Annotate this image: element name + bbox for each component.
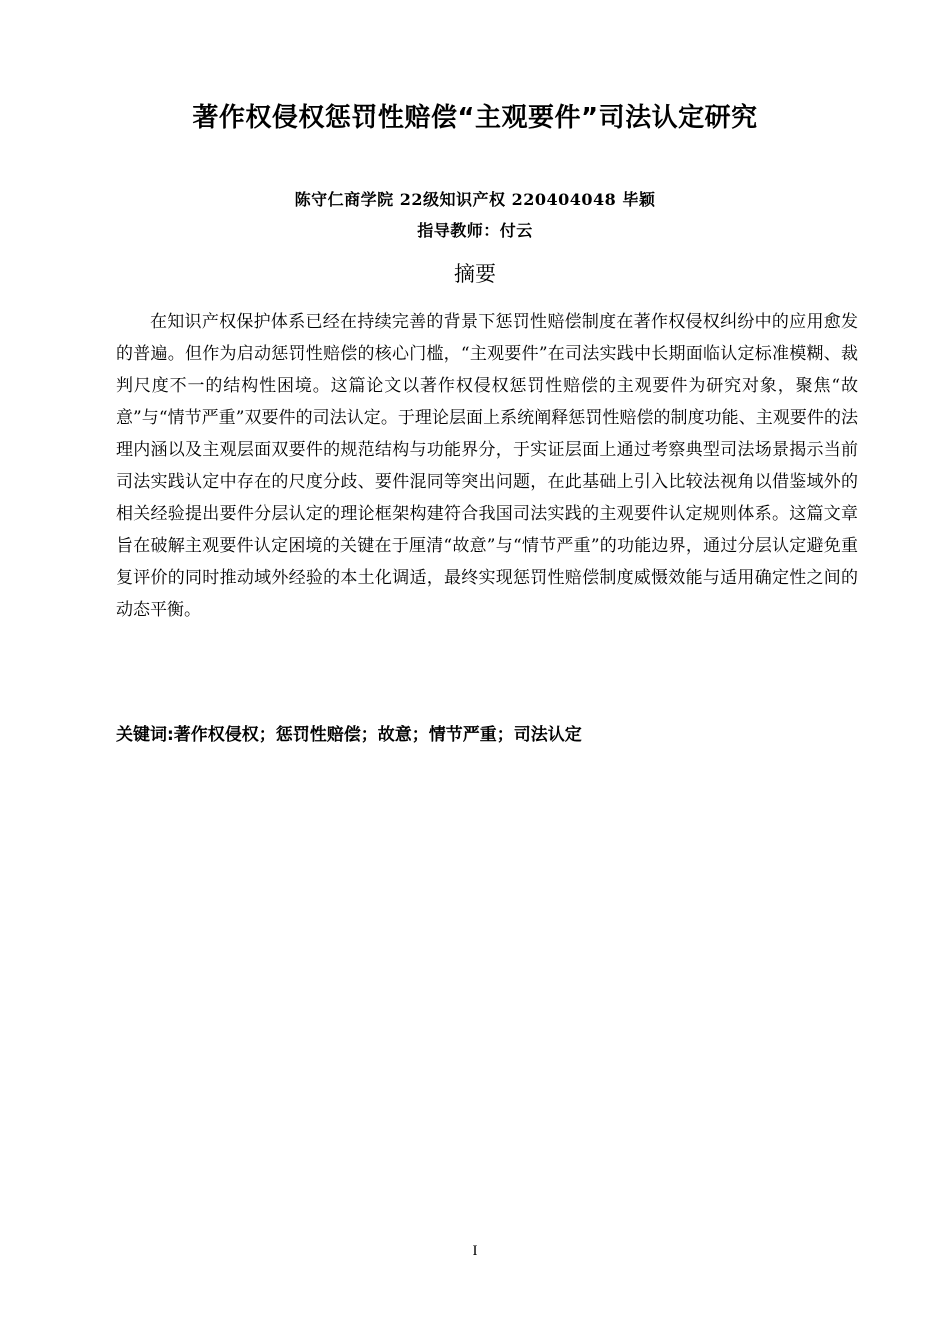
keywords-line: 关键词:著作权侵权；惩罚性赔偿；故意；情节严重；司法认定 [116,725,582,745]
page-number: I [472,1243,478,1259]
author-info: 陈守仁商学院 22级知识产权 220404048 毕颖 [294,190,656,209]
paper-title: 著作权侵权惩罚性赔偿“主观要件”司法认定研究 [192,103,758,133]
abstract-heading: 摘要 [454,262,496,286]
advisor-info: 指导教师：付云 [417,221,533,240]
abstract-paragraph: 在知识产权保护体系已经在持续完善的背景下惩罚性赔偿制度在著作权侵权纠纷中的应用愈发的普遍。但作为启动惩罚性赔偿的核心门槛，“主观要件”在司法实践中长期面临认定标准模糊、裁判尺度不一的结构性困境。这篇论文以著作权侵权惩罚性赔偿的主观要件为研究对象，聚焦“故意”与“情节严重”双要件的司法认定。于理论层面上系统阐释惩罚性赔偿的制度功能、主观要件的法理内涵以及主观层面双要件的规范结构与功能界分，于实证层面上通过考察典型司法场景揭示当前司法实践认定中存在的尺度分歧、要件混同等突出问题，在此基础上引入比较法视角以借鉴域外的相关经验提出要件分层认定的理论框架构建符合我国司法实践的主观要件认定规则体系。这篇文章旨在破解主观要件认定困境的关键在于厘清“故意”与“情节严重”的功能边界，通过分层认定避免重复评价的同时推动域外经验的本土化调适，最终实现惩罚性赔偿制度威慑效能与适用确定性之间的动态平衡。 [116,312,858,620]
